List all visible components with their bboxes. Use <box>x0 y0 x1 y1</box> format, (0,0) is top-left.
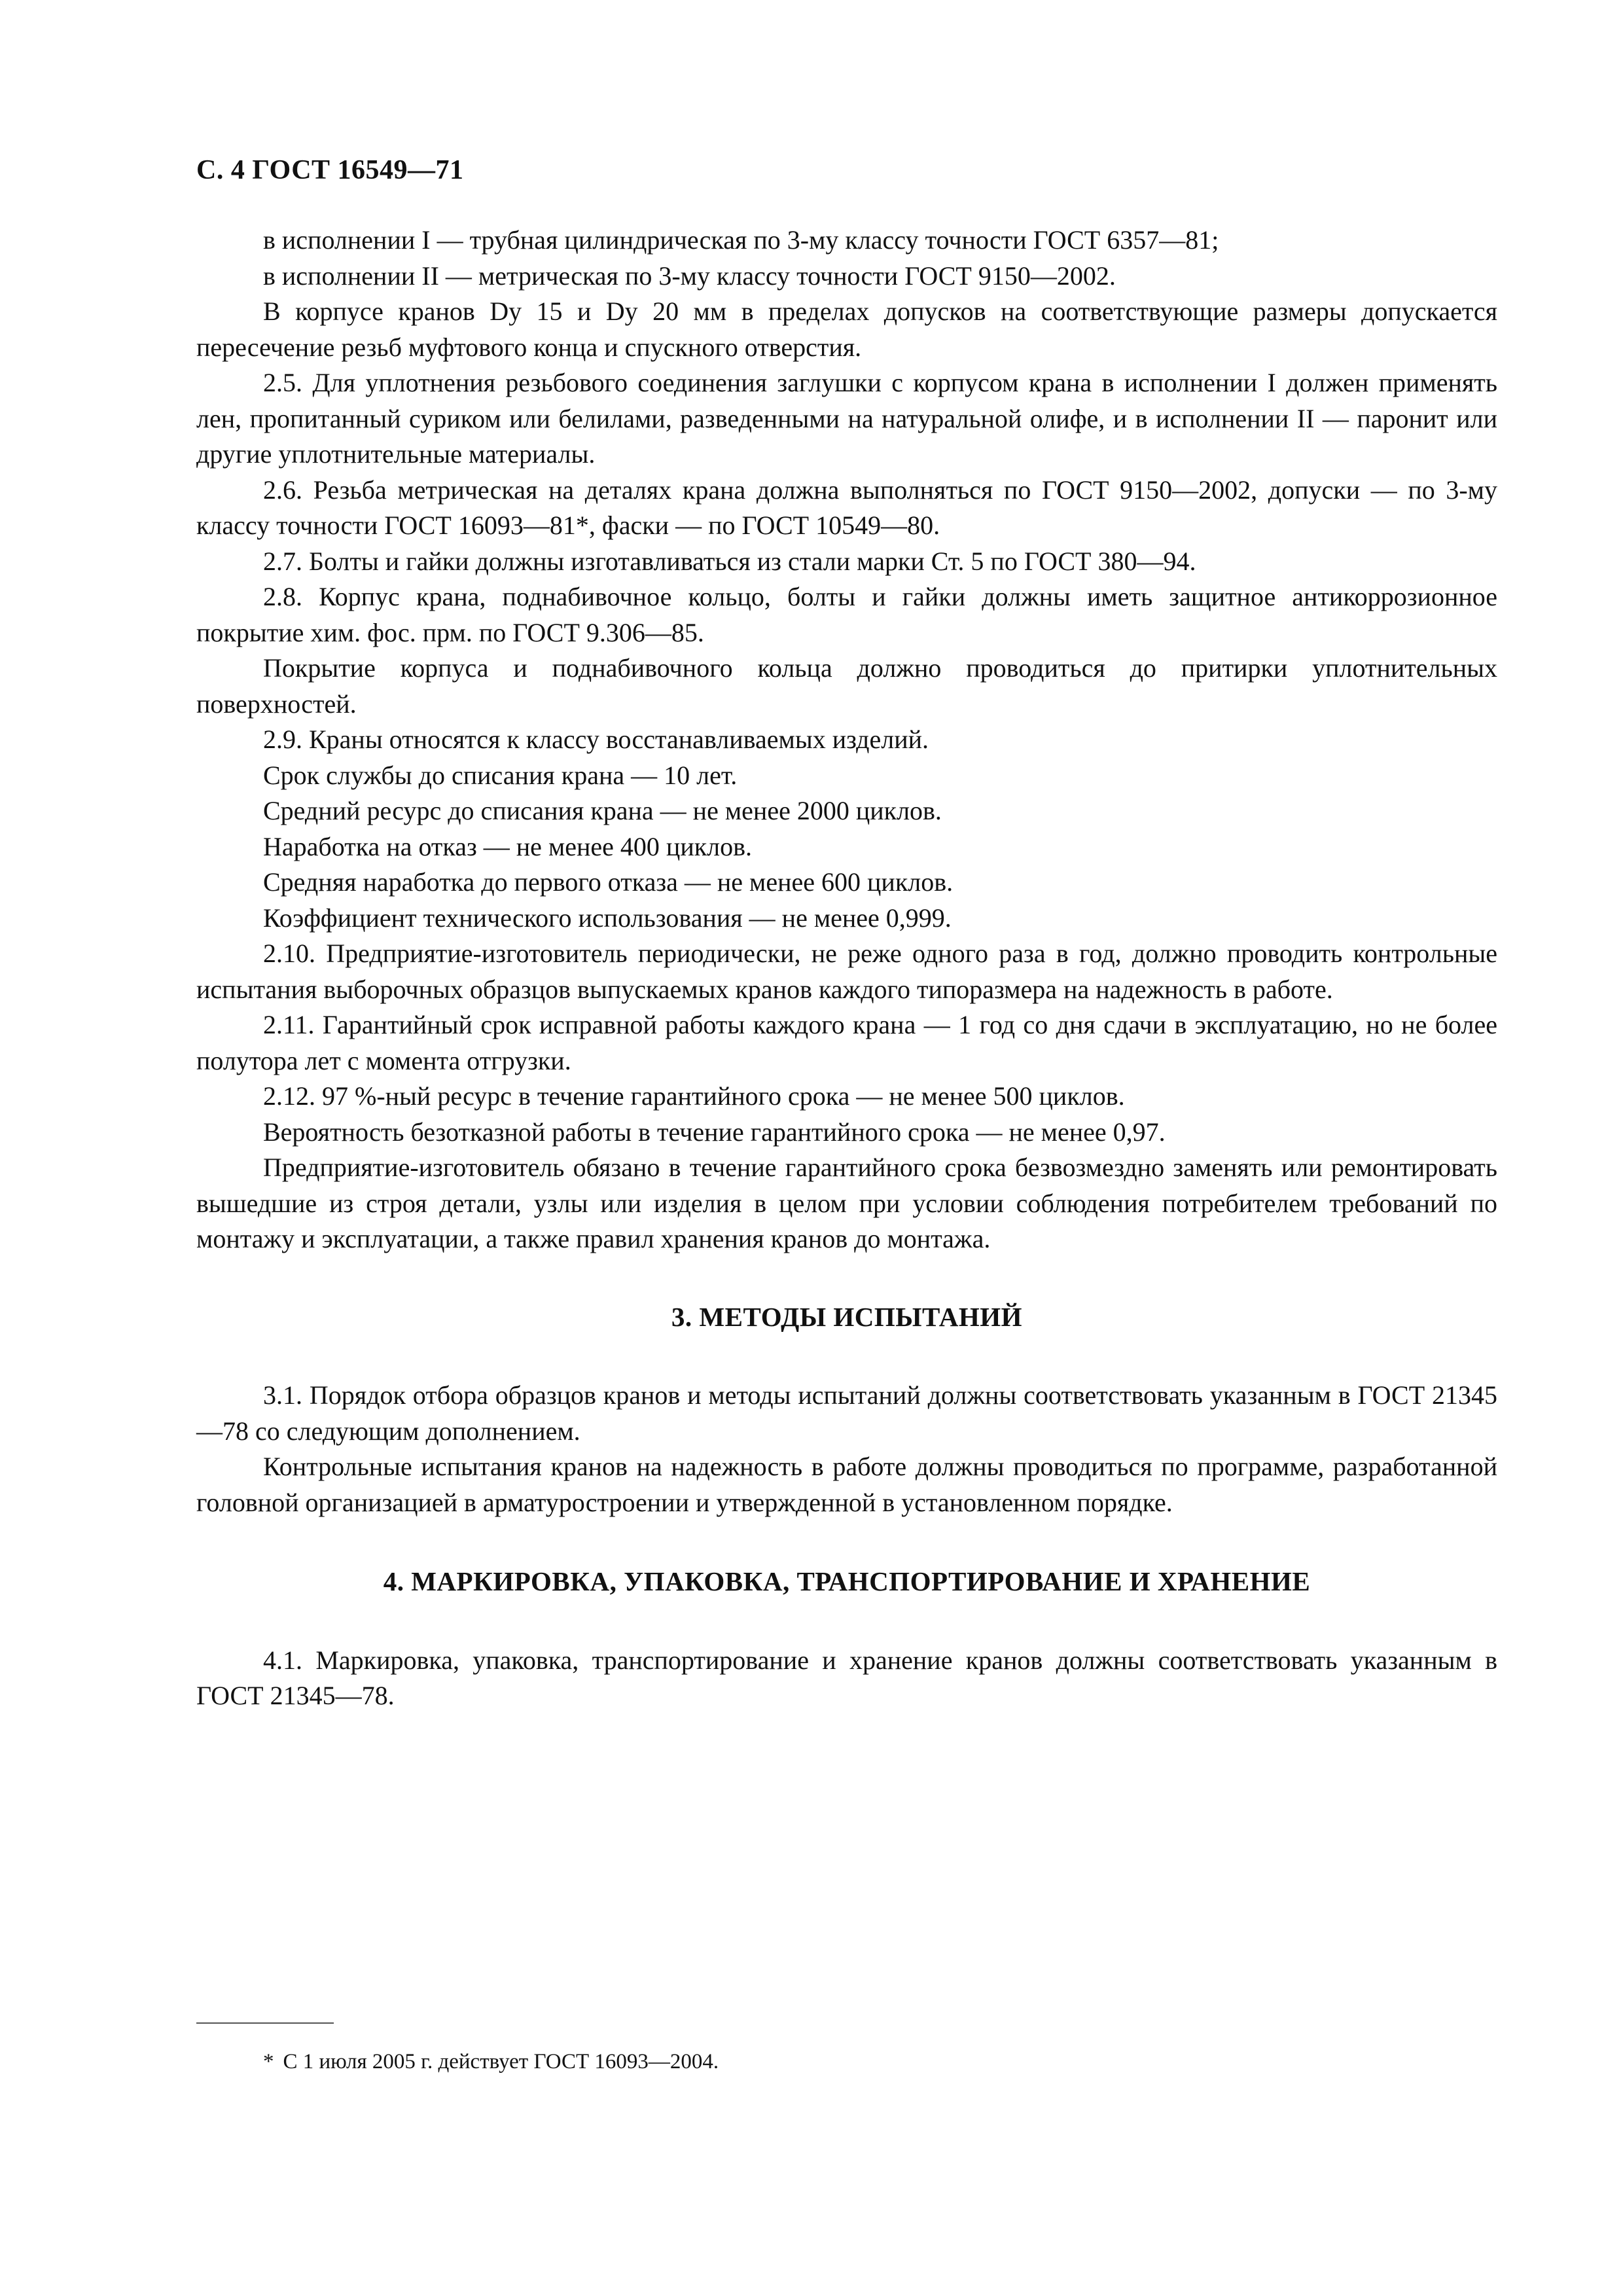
paragraph: в исполнении I — трубная цилиндрическая по 3-му классу точности ГОСТ 6357—81; <box>263 225 1219 255</box>
paragraph: Наработка на отказ — не менее 400 циклов. <box>263 831 753 861</box>
paragraph: Средний ресурс до списания крана — не менее 2000 циклов. <box>263 796 942 825</box>
paragraph: Контрольные испытания кранов на надежность в работе должны проводиться по программе, разработанной головной организацией в арматуростроении и утвержденной в установленном порядке. <box>196 1452 1497 1517</box>
paragraph: Срок службы до списания крана — 10 лет. <box>263 760 738 790</box>
paragraph: Вероятность безотказной работы в течение гарантийного срока — не менее 0,97. <box>263 1117 1166 1147</box>
clause-3-1: 3.1. Порядок отбора образцов кранов и методы испытаний должны соответствовать указанным в ГОСТ 21345—78 со следующим дополнением. <box>196 1380 1497 1446</box>
running-header: С. 4 ГОСТ 16549—71 <box>196 155 464 185</box>
paragraph: Предприятие-изготовитель обязано в течение гарантийного срока безвозмездно заменять или ремонтировать вышедшие из строя детали, узлы или изделия в целом при условии соблюдения потребителем требований по монтажу и эксплуатации, а также правил хранения кранов до монтажа. <box>196 1153 1497 1253</box>
paragraph: Покрытие корпуса и поднабивочного кольца должно проводиться до притирки уплотнительных поверхностей. <box>196 653 1497 719</box>
paragraph: В корпусе кранов Dу 15 и Dу 20 мм в пределах допусков на соответствующие размеры допускается пересечение резьб муфтового конца и спускного отверстия. <box>196 296 1497 362</box>
clause-2-5: 2.5. Для уплотнения резьбового соединения заглушки с корпусом крана в исполнении I должен применять лен, пропитанный суриком или белилами, разведенными на натуральной олифе, и в исполнении II — паронит или другие уплотнительные материалы. <box>196 368 1497 469</box>
footnote-divider <box>196 2022 334 2024</box>
footnote <box>263 2047 719 2076</box>
clause-4-1: 4.1. Маркировка, упаковка, транспортирование и хранение кранов должны соответствовать указанным в ГОСТ 21345—78. <box>196 1645 1497 1710</box>
paragraph: Коэффициент технического использования — не менее 0,999. <box>263 903 952 933</box>
clause-2-9: 2.9. Краны относятся к классу восстанавливаемых изделий. <box>263 725 929 754</box>
clause-2-12: 2.12. 97 %-ный ресурс в течение гарантийного срока — не менее 500 циклов. <box>263 1081 1125 1111</box>
clause-2-11: 2.11. Гарантийный срок исправной работы каждого крана — 1 год со дня сдачи в эксплуатацию, но не более полутора лет с момента отгрузки. <box>196 1010 1497 1075</box>
clause-2-6: 2.6. Резьба метрическая на деталях крана должна выполняться по ГОСТ 9150—2002, допуски — по 3-му классу точности ГОСТ 16093—81*, фаски — по ГОСТ 10549—80. <box>196 475 1497 540</box>
footnote-text: С 1 июля 2005 г. действует ГОСТ 16093—2004. <box>283 2050 719 2073</box>
clause-2-7: 2.7. Болты и гайки должны изготавливаться из стали марки Ст. 5 по ГОСТ 380—94. <box>263 546 1196 576</box>
document-body <box>196 223 1497 1714</box>
footnote-marker: * <box>263 2050 274 2073</box>
clause-2-10: 2.10. Предприятие-изготовитель периодически, не реже одного раза в год, должно проводить контрольные испытания выборочных образцов выпускаемых кранов каждого типоразмера на надежность в работе. <box>196 939 1497 1004</box>
clause-2-8: 2.8. Корпус крана, поднабивочное кольцо, болты и гайки должны иметь защитное антикоррозионное покрытие хим. фос. прм. по ГОСТ 9.306—85. <box>196 582 1497 647</box>
paragraph: в исполнении II — метрическая по 3-му классу точности ГОСТ 9150—2002. <box>263 260 1116 291</box>
section-heading-3: 3. МЕТОДЫ ИСПЫТАНИЙ <box>671 1301 1023 1332</box>
section-heading-4: 4. МАРКИРОВКА, УПАКОВКА, ТРАНСПОРТИРОВАНИЕ И ХРАНЕНИЕ <box>383 1566 1311 1596</box>
paragraph: Средняя наработка до первого отказа — не менее 600 циклов. <box>263 867 954 897</box>
